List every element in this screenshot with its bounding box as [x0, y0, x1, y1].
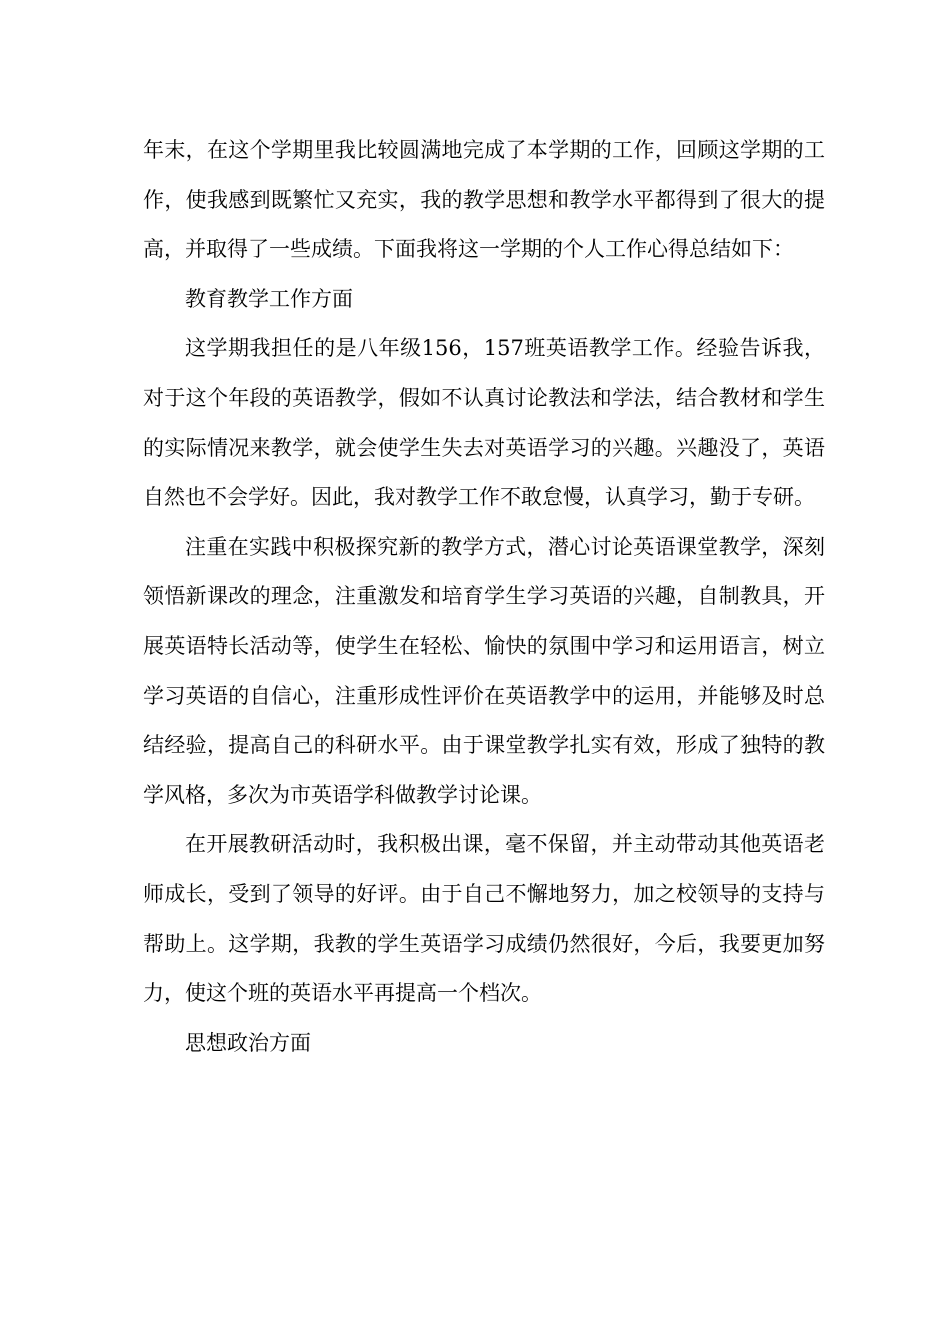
- section-heading-teaching: 教育教学工作方面: [185, 286, 353, 311]
- section-heading-politics: 思想政治方面: [185, 1030, 311, 1055]
- document-body: [143, 126, 825, 1068]
- paragraph-research-activities: 在开展教研活动时，我积极出课，毫不保留，并主动带动其他英语老师成长，受到了领导的好评。由于自己不懈地努力，加之校领导的支持与帮助上。这学期，我教的学生英语学习成绩仍然很好，今后，我要更加努力，使这个班的英语水平再提高一个档次。: [143, 832, 825, 1006]
- paragraph-continued-intro: 年末，在这个学期里我比较圆满地完成了本学期的工作，回顾这学期的工作，使我感到既繁忙又充实，我的教学思想和教学水平都得到了很大的提高，并取得了一些成绩。下面我将这一学期的个人工作心得总结如下：: [143, 138, 825, 262]
- paragraph-teaching-duties: 这学期我担任的是八年级156，157班英语教学工作。经验告诉我，对于这个年段的英语教学，假如不认真讨论教法和学法，结合教材和学生的实际情况来教学，就会使学生失去对英语学习的兴趣。兴趣没了，英语自然也不会学好。因此，我对教学工作不敢怠慢，认真学习，勤于专研。: [143, 336, 825, 510]
- paragraph-teaching-methods: 注重在实践中积极探究新的教学方式，潜心讨论英语课堂教学，深刻领悟新课改的理念，注重激发和培育学生学习英语的兴趣，自制教具，开展英语特长活动等，使学生在轻松、愉快的氛围中学习和运用语言，树立学习英语的自信心，注重形成性评价在英语教学中的运用，并能够及时总结经验，提高自己的科研水平。由于课堂教学扎实有效，形成了独特的教学风格，多次为市英语学科做教学讨论课。: [143, 534, 825, 807]
